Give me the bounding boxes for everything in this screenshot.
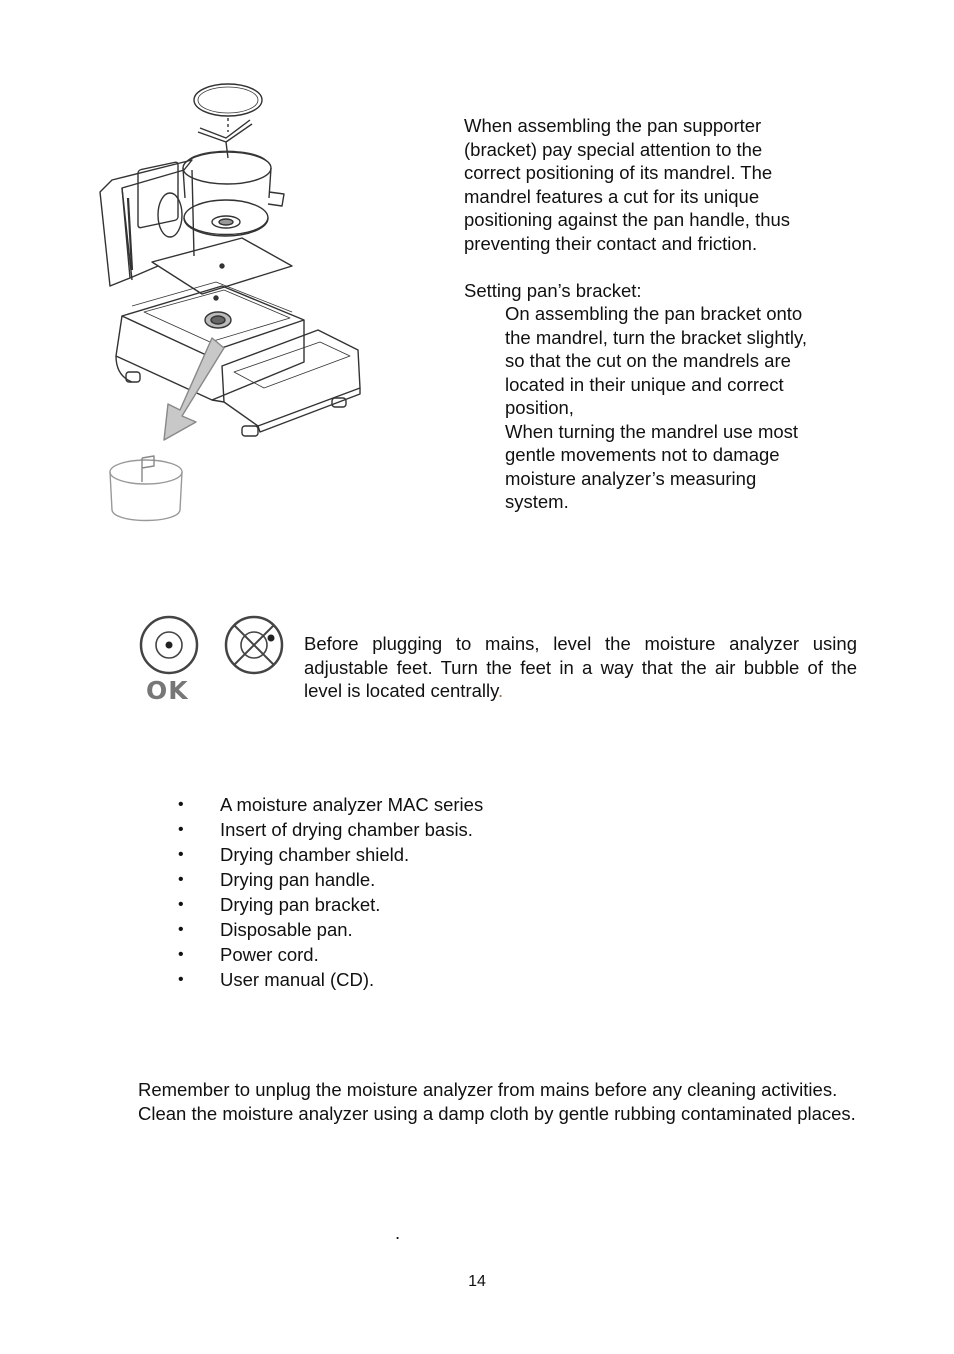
leveling-text: Before plugging to mains, level the moisture analyzer using adjustable feet. Turn the feet in a way that the air bubble of the level is located centrally <box>304 633 857 701</box>
bracket-instruction-line: so that the cut on the mandrels are <box>505 350 791 371</box>
assembly-note-line: mandrel features a cut for its unique <box>464 185 760 207</box>
package-contents-list <box>138 792 738 992</box>
list-item: • Drying pan handle. <box>138 867 738 892</box>
bracket-instructions <box>505 302 865 514</box>
assembly-note-line: preventing their contact and friction. <box>464 232 758 254</box>
list-item: • User manual (CD). <box>138 967 738 992</box>
cleaning-paragraph: Remember to unplug the moisture analyzer from mains before any cleaning activities. <box>138 1079 838 1100</box>
bracket-instruction-line: position, <box>505 397 574 418</box>
bracket-instruction-line: system. <box>505 491 569 512</box>
assembly-note-line: correct positioning of its mandrel. The <box>464 162 773 183</box>
level-ok-icon <box>138 614 200 676</box>
pan-handle-drawing <box>184 200 268 236</box>
bracket-instruction-line: moisture analyzer’s measuring <box>505 467 757 489</box>
bracket-instruction-line: the mandrel, turn the bracket slightly, <box>505 326 807 348</box>
list-item: • Drying chamber shield. <box>138 842 738 867</box>
bracket-instruction-line: gentle movements not to damage <box>505 444 780 465</box>
list-item: • Drying pan bracket. <box>138 892 738 917</box>
level-not-ok-icon <box>223 614 285 676</box>
page-number: 14 <box>468 1273 486 1290</box>
cleaning-instructions <box>138 1078 857 1125</box>
chamber-shield-drawing <box>183 151 284 206</box>
analyzer-body-drawing <box>100 160 360 436</box>
leveling-trailing-dot: . <box>498 680 504 701</box>
list-item: • Disposable pan. <box>138 917 738 942</box>
bracket-instruction-line: When turning the mandrel use most <box>505 420 799 442</box>
bracket-instruction-line: On assembling the pan bracket onto <box>505 303 803 324</box>
disposable-pan-drawing <box>194 84 262 116</box>
assembly-note <box>464 114 864 255</box>
analyzer-assembly-illustration <box>92 80 372 525</box>
bracket-instruction-line: located in their unique and correct <box>505 373 784 395</box>
removal-arrow-icon <box>164 338 224 440</box>
assembly-note-line: positioning against the pan handle, thus <box>464 209 791 230</box>
bracket-heading: Setting pan’s bracket: <box>464 280 642 301</box>
list-item: • Insert of drying chamber basis. <box>138 817 738 842</box>
assembly-note-line: (bracket) pay special attention to the <box>464 138 763 160</box>
assembly-note-line: When assembling the pan supporter <box>464 115 762 136</box>
cleaning-paragraph: Clean the moisture analyzer using a damp cloth by gentle rubbing contaminated places. <box>138 1102 856 1124</box>
list-item: • Power cord. <box>138 942 738 967</box>
ok-label: OK <box>146 676 189 705</box>
mandrel-cup-drawing <box>110 456 182 521</box>
stray-dot: . <box>395 1222 401 1243</box>
list-item: • A moisture analyzer MAC series <box>138 792 738 817</box>
leveling-instructions <box>304 632 857 703</box>
